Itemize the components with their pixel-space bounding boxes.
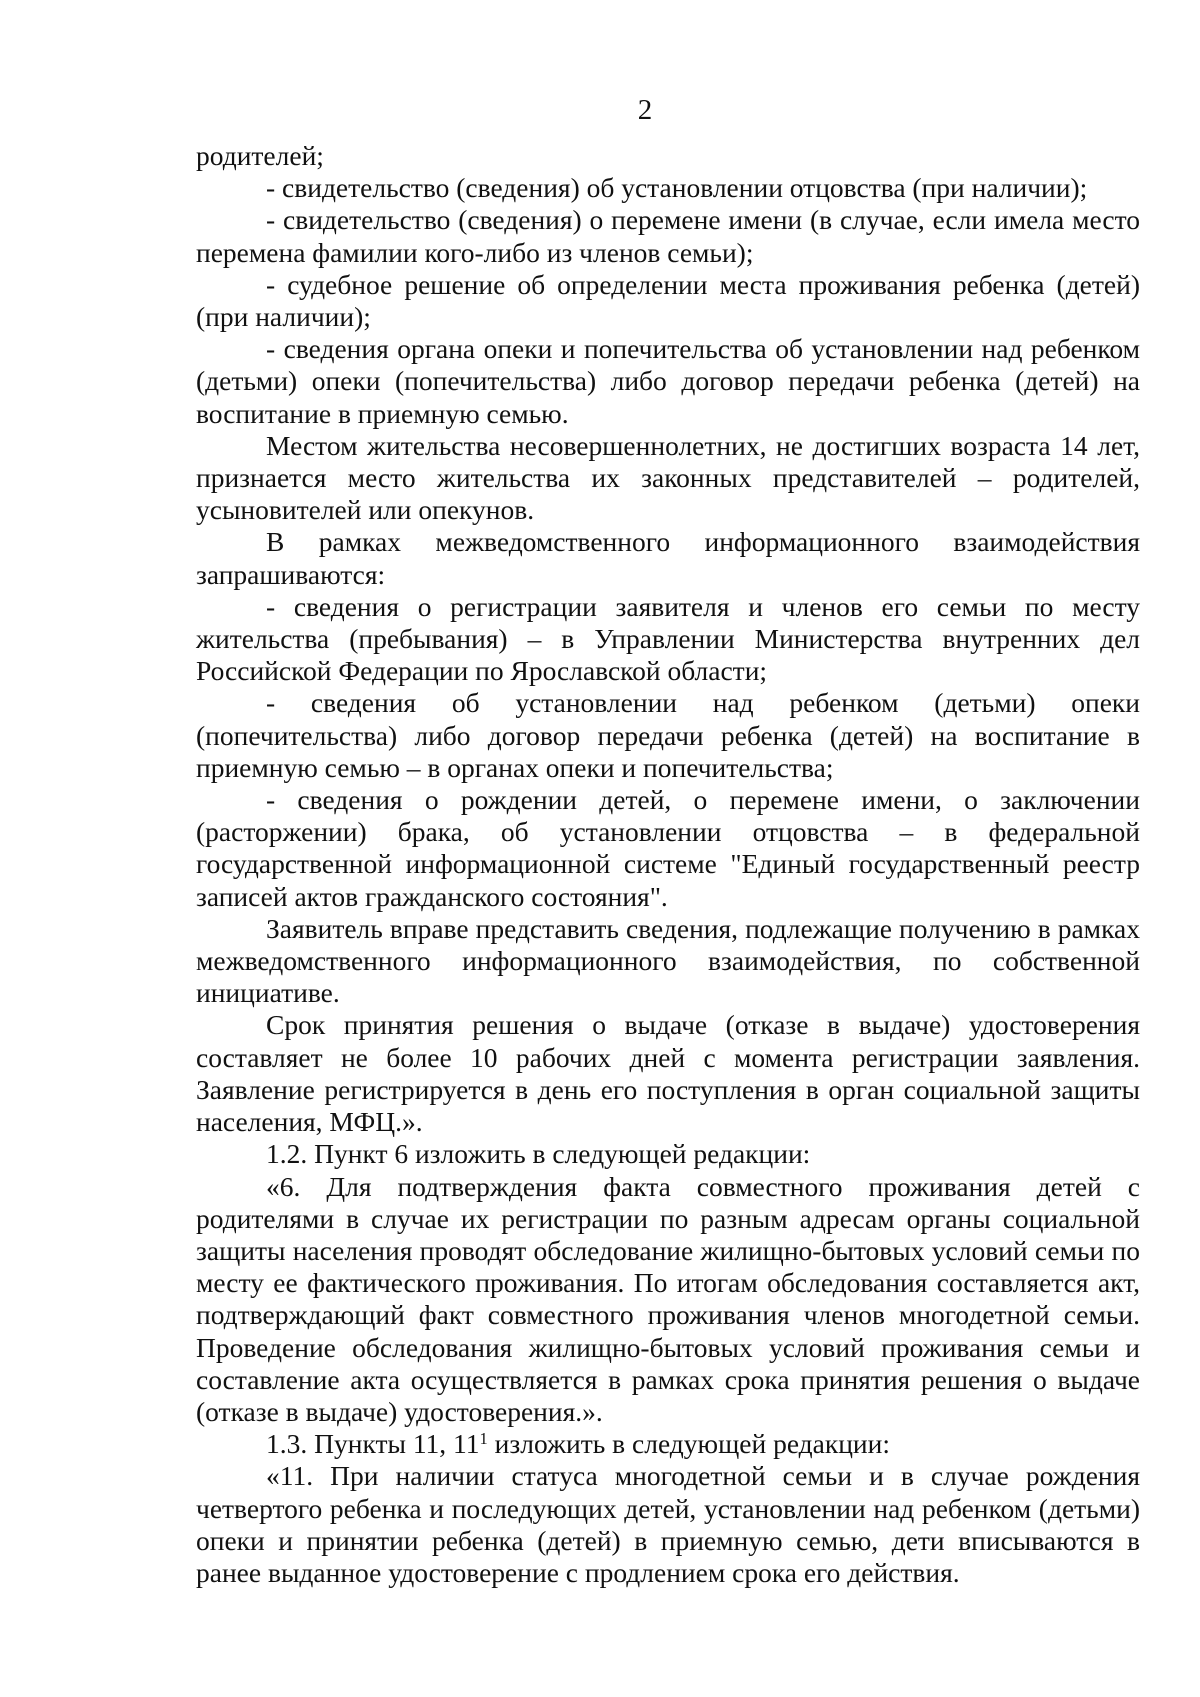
page-number: 2	[637, 94, 653, 126]
paragraph-minors-residence: Местом жительства несовершеннолетних, не достигших возраста 14 лет, признается место жительства их законных представителей – родителей, усыновителей или опекунов.	[196, 429, 1140, 526]
paragraph-item-1-3	[196, 1428, 1140, 1460]
list-item-name-change-certificate: - свидетельство (сведения) о перемене имени (в случае, если имела место перемена фамилии кого-либо из членов семьи);	[196, 204, 1140, 268]
list-item-guardianship-bodies: - сведения об установлении над ребенком (детьми) опеки (попечительства) либо договор передачи ребенка (детей) на воспитание в приемную семью – в органах опеки и попечительства;	[196, 687, 1140, 783]
paragraph-continuation: родителей;	[196, 140, 324, 171]
list-item-court-decision: - судебное решение об определении места проживания ребенка (детей) (при наличии);	[196, 268, 1140, 333]
item-1-3-text-before: 1.3. Пункты 11, 11	[266, 1428, 480, 1460]
paragraph-clause-11: «11. При наличии статуса многодетной семьи и в случае рождения четвертого ребенка и последующих детей, установлении над ребенком (детьми) опеки и принятии ребенка (детей) в приемную семью, дети вписываются в ранее выданное удостоверение с продлением срока его действия.	[196, 1460, 1140, 1588]
paragraph-clause-6: «6. Для подтверждения факта совместного проживания детей с родителями в случае их регистрации по разным адресам органы социальной защиты населения проводят обследование жилищно-бытовых условий семьи по месту ее фактического проживания. По итогам обследования составляется акт, подтверждающий факт совместного проживания членов многодетной семьи. Проведение обследования жилищно-бытовых условий проживания семьи и составление акта осуществляется в рамках срока принятия решения о выдаче (отказе в выдаче) удостоверения.».	[196, 1170, 1140, 1427]
item-1-3-text-after: изложить в следующей редакции:	[487, 1428, 891, 1460]
paragraph-applicant-initiative: Заявитель вправе представить сведения, подлежащие получению в рамках межведомственного информационного взаимодействия, по собственной инициативе.	[196, 912, 1140, 1009]
list-item-registration-info: - сведения о регистрации заявителя и членов его семьи по месту жительства (пребывания) – в Управлении Министерства внутренних дел Российской Федерации по Ярославской области;	[196, 590, 1140, 687]
list-item-civil-status-registry: - сведения о рождении детей, о перемене имени, о заключении (расторжении) брака, об установлении отцовства – в федеральной государственной информационной системе "Единый государственный реестр записей актов гражданского состояния".	[196, 784, 1140, 912]
paragraph-decision-term: Срок принятия решения о выдаче (отказе в выдаче) удостоверения составляет не более 10 рабочих дней с момента регистрации заявления. Заявление регистрируется в день его поступления в орган социальной защиты населения, МФЦ.».	[196, 1009, 1140, 1138]
paragraph-interagency-request: В рамках межведомственного информационного взаимодействия запрашиваются:	[196, 526, 1140, 590]
document-body	[196, 140, 1140, 1589]
item-1-3-superscript: 1	[479, 1429, 488, 1449]
list-item-guardianship-info: - сведения органа опеки и попечительства об установлении над ребенком (детьми) опеки (попечительства) либо договор передачи ребенка (детей) на воспитание в приемную семью.	[196, 333, 1140, 429]
paragraph-item-1-2: 1.2. Пункт 6 изложить в следующей редакции:	[266, 1138, 811, 1170]
list-item-paternity-certificate: - свидетельство (сведения) об установлении отцовства (при наличии);	[266, 172, 1088, 204]
